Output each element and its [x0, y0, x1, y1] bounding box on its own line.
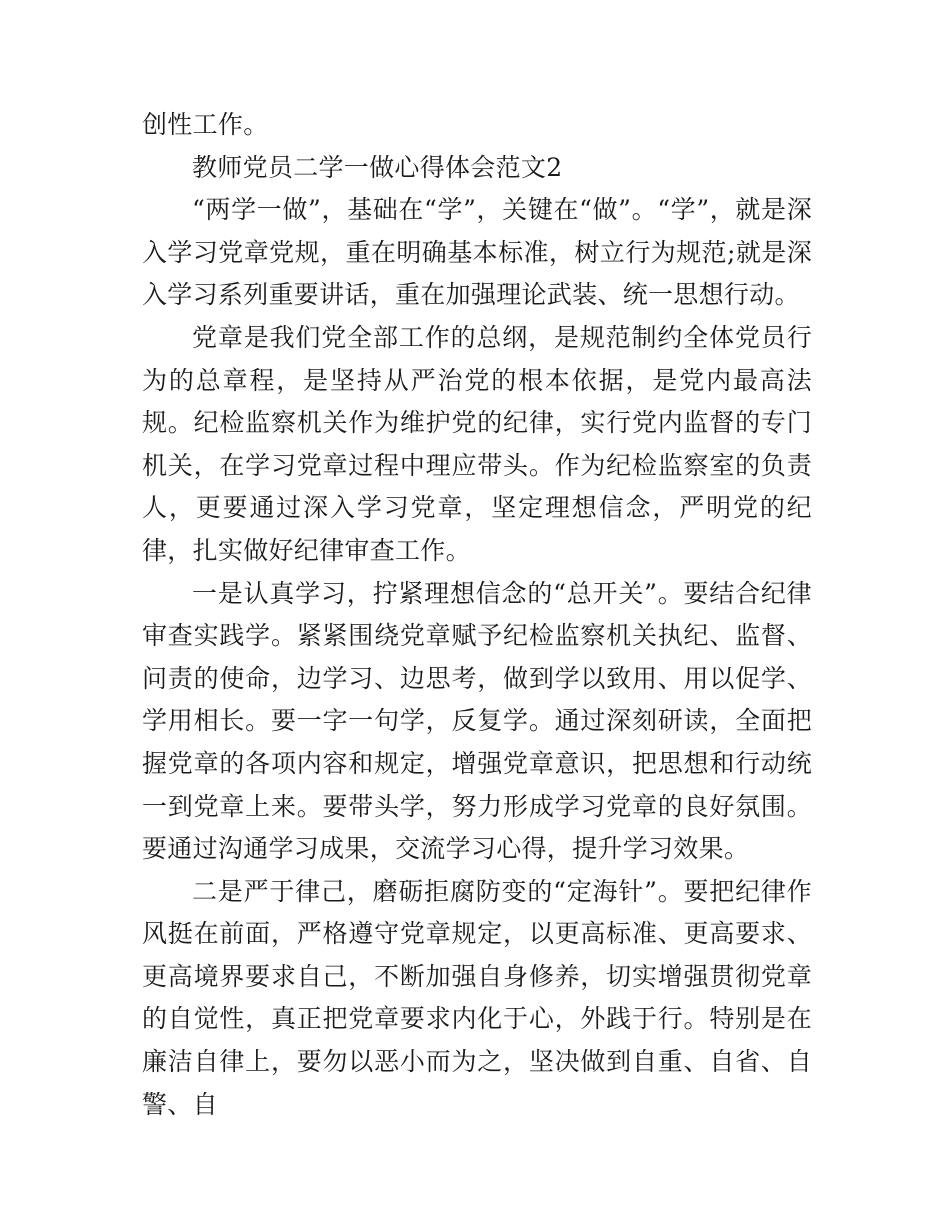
paragraph-continuation: 创性工作。 [142, 110, 269, 139]
section-title: 教师党员二学一做心得体会范文2 [192, 152, 563, 182]
paragraph: 二是严于律己，磨砺拒腐防变的“定海针”。要把纪律作风挺在前面，严格遵守党章规定，以更高标准、更高要求、更高境界要求自己，不断加强自身修养，切实增强贯彻党章的自觉性，真正把党章要求内化于心，外践于行。特别是在廉洁自律上，要勿以恶小而为之，坚决做到自重、自省、自警、自 [142, 876, 812, 1119]
document-body [142, 104, 812, 1126]
paragraph: 党章是我们党全部工作的总纲，是规范制约全体党员行为的总章程，是坚持从严治党的根本依据，是党内最高法规。纪检监察机关作为维护党的纪律，实行党内监督的专门机关，在学习党章过程中理应带头。作为纪检监察室的负责人，更要通过深入学习党章，坚定理想信念，严明党的纪律，扎实做好纪律审查工作。 [142, 322, 812, 565]
paragraph: 一是认真学习，拧紧理想信念的“总开关”。要结合纪律审查实践学。紧紧围绕党章赋予纪检监察机关执纪、监督、问责的使命，边学习、边思考，做到学以致用、用以促学、学用相长。要一字一句学，反复学。通过深刻研读，全面把握党章的各项内容和规定，增强党章意识，把思想和行动统一到党章上来。要带头学，努力形成学习党章的良好氛围。要通过沟通学习成果，交流学习心得，提升学习效果。 [142, 578, 812, 864]
paragraph: “两学一做”，基础在“学”，关键在“做”。“学”，就是深入学习党章党规，重在明确基本标准，树立行为规范;就是深入学习系列重要讲话，重在加强理论武装、统一思想行动。 [142, 195, 812, 310]
